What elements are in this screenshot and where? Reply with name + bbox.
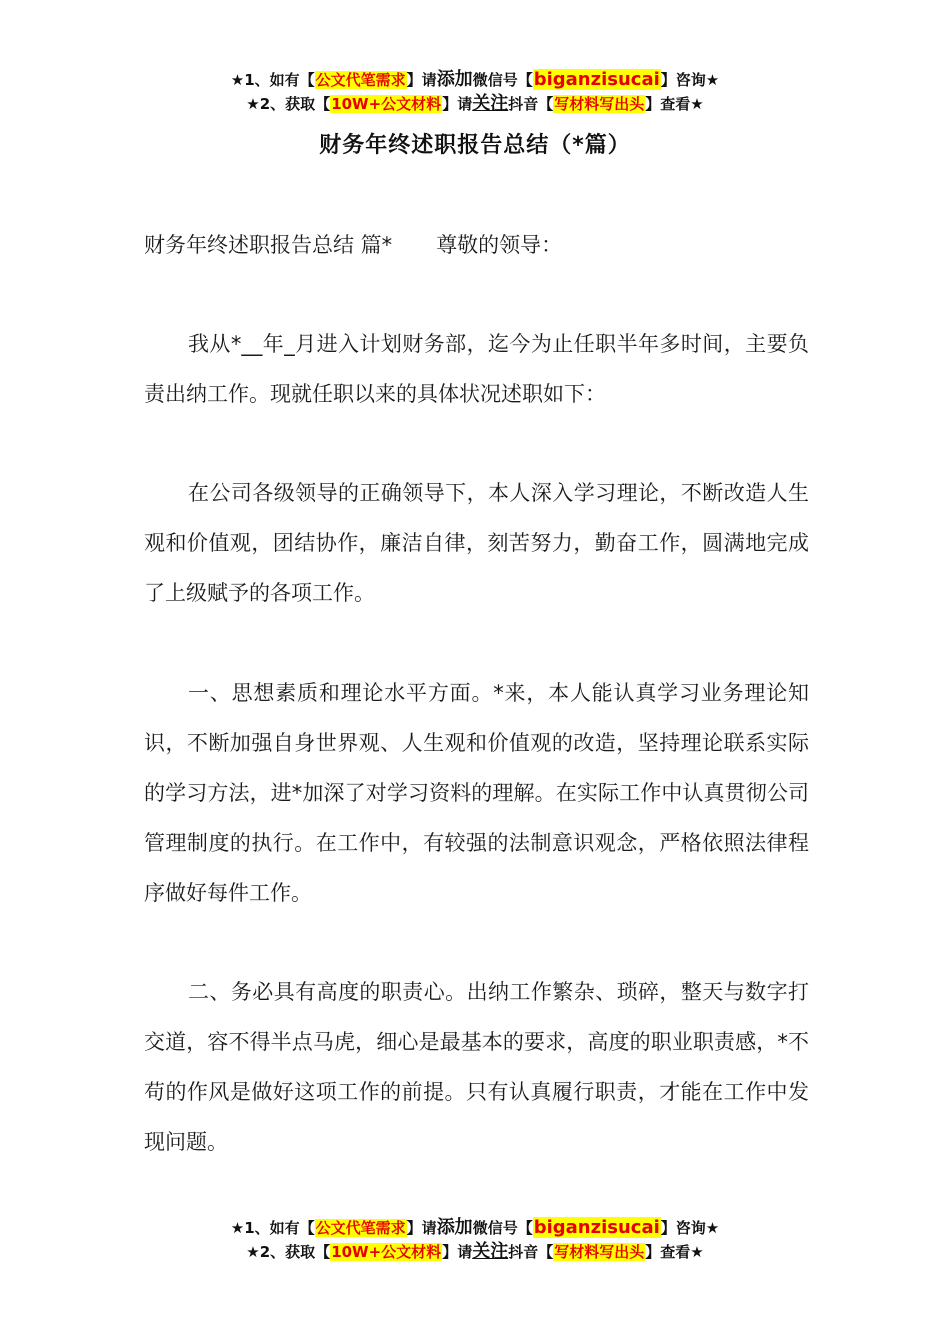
highlight-service: 公文代笔需求	[315, 71, 406, 89]
highlight-douyin-account: 写材料写出头	[554, 95, 645, 113]
promo-text: 】咨询★	[660, 1219, 720, 1237]
greeting-line	[144, 220, 809, 270]
body-paragraph: 一、思想素质和理论水平方面。*来，本人能认真学习业务理论知识，不断加强自身世界观、人生观和价值观的改造，坚持理论联系实际的学习方法，进*加深了对学习资料的理解。在实际工作中认真贯彻公司管理制度的执行。在工作中，有较强的法制意识观念，严格依照法律程序做好每件工作。	[144, 681, 809, 905]
promo-text: 微信号【	[472, 1219, 533, 1237]
highlight-materials: 10W+公文材料	[331, 1243, 442, 1261]
promo-line-1	[0, 68, 950, 92]
inline-heading: 财务年终述职报告总结 篇*	[144, 233, 393, 257]
promo-line-2	[0, 1240, 950, 1264]
promo-text: ★1、如有【	[230, 1219, 315, 1237]
body-paragraph: 二、务必具有高度的职责心。出纳工作繁杂、琐碎，整天与数字打交道，容不得半点马虎，细心是最基本的要求，高度的职业职责感，*不苟的作风是做好这项工作的前提。只有认真履行职责，才能在工作中发现问题。	[144, 980, 809, 1154]
salutation: 尊敬的领导：	[436, 233, 563, 257]
promo-text: ★2、获取【	[246, 1243, 331, 1261]
promo-text: 微信号【	[472, 71, 533, 89]
highlight-wechat-id: biganzisucai	[533, 1217, 660, 1238]
promo-emphasis: 关注	[472, 93, 509, 114]
promo-emphasis: 添加	[436, 69, 473, 90]
promo-text: 】查看★	[645, 95, 704, 113]
promo-emphasis: 关注	[472, 1241, 509, 1262]
promo-text: 抖音【	[508, 95, 554, 113]
promo-text: 】请	[442, 95, 473, 113]
promo-emphasis: 添加	[436, 1217, 473, 1238]
promo-text: 】查看★	[645, 1243, 704, 1261]
promo-banner-top	[0, 68, 950, 116]
promo-text: ★1、如有【	[230, 71, 315, 89]
promo-line-1	[0, 1216, 950, 1240]
promo-line-2	[0, 92, 950, 116]
document-title: 财务年终述职报告总结（*篇）	[319, 133, 631, 158]
highlight-materials: 10W+公文材料	[331, 95, 442, 113]
promo-text: 抖音【	[508, 1243, 554, 1261]
body-paragraph: 我从*__年_月进入计划财务部，迄今为止任职半年多时间，主要负责出纳工作。现就任职以来的具体状况述职如下：	[144, 332, 809, 406]
promo-text: ★2、获取【	[246, 95, 331, 113]
promo-text: 】请	[442, 1243, 473, 1261]
promo-text: 】请	[406, 1219, 437, 1237]
promo-text: 】咨询★	[660, 71, 720, 89]
highlight-service: 公文代笔需求	[315, 1219, 406, 1237]
body-paragraph: 在公司各级领导的正确领导下，本人深入学习理论，不断改造人生观和价值观，团结协作，廉洁自律，刻苦努力，勤奋工作，圆满地完成了上级赋予的各项工作。	[144, 481, 809, 605]
promo-text: 】请	[406, 71, 437, 89]
highlight-douyin-account: 写材料写出头	[554, 1243, 645, 1261]
promo-banner-bottom	[0, 1216, 950, 1264]
highlight-wechat-id: biganzisucai	[533, 69, 660, 90]
